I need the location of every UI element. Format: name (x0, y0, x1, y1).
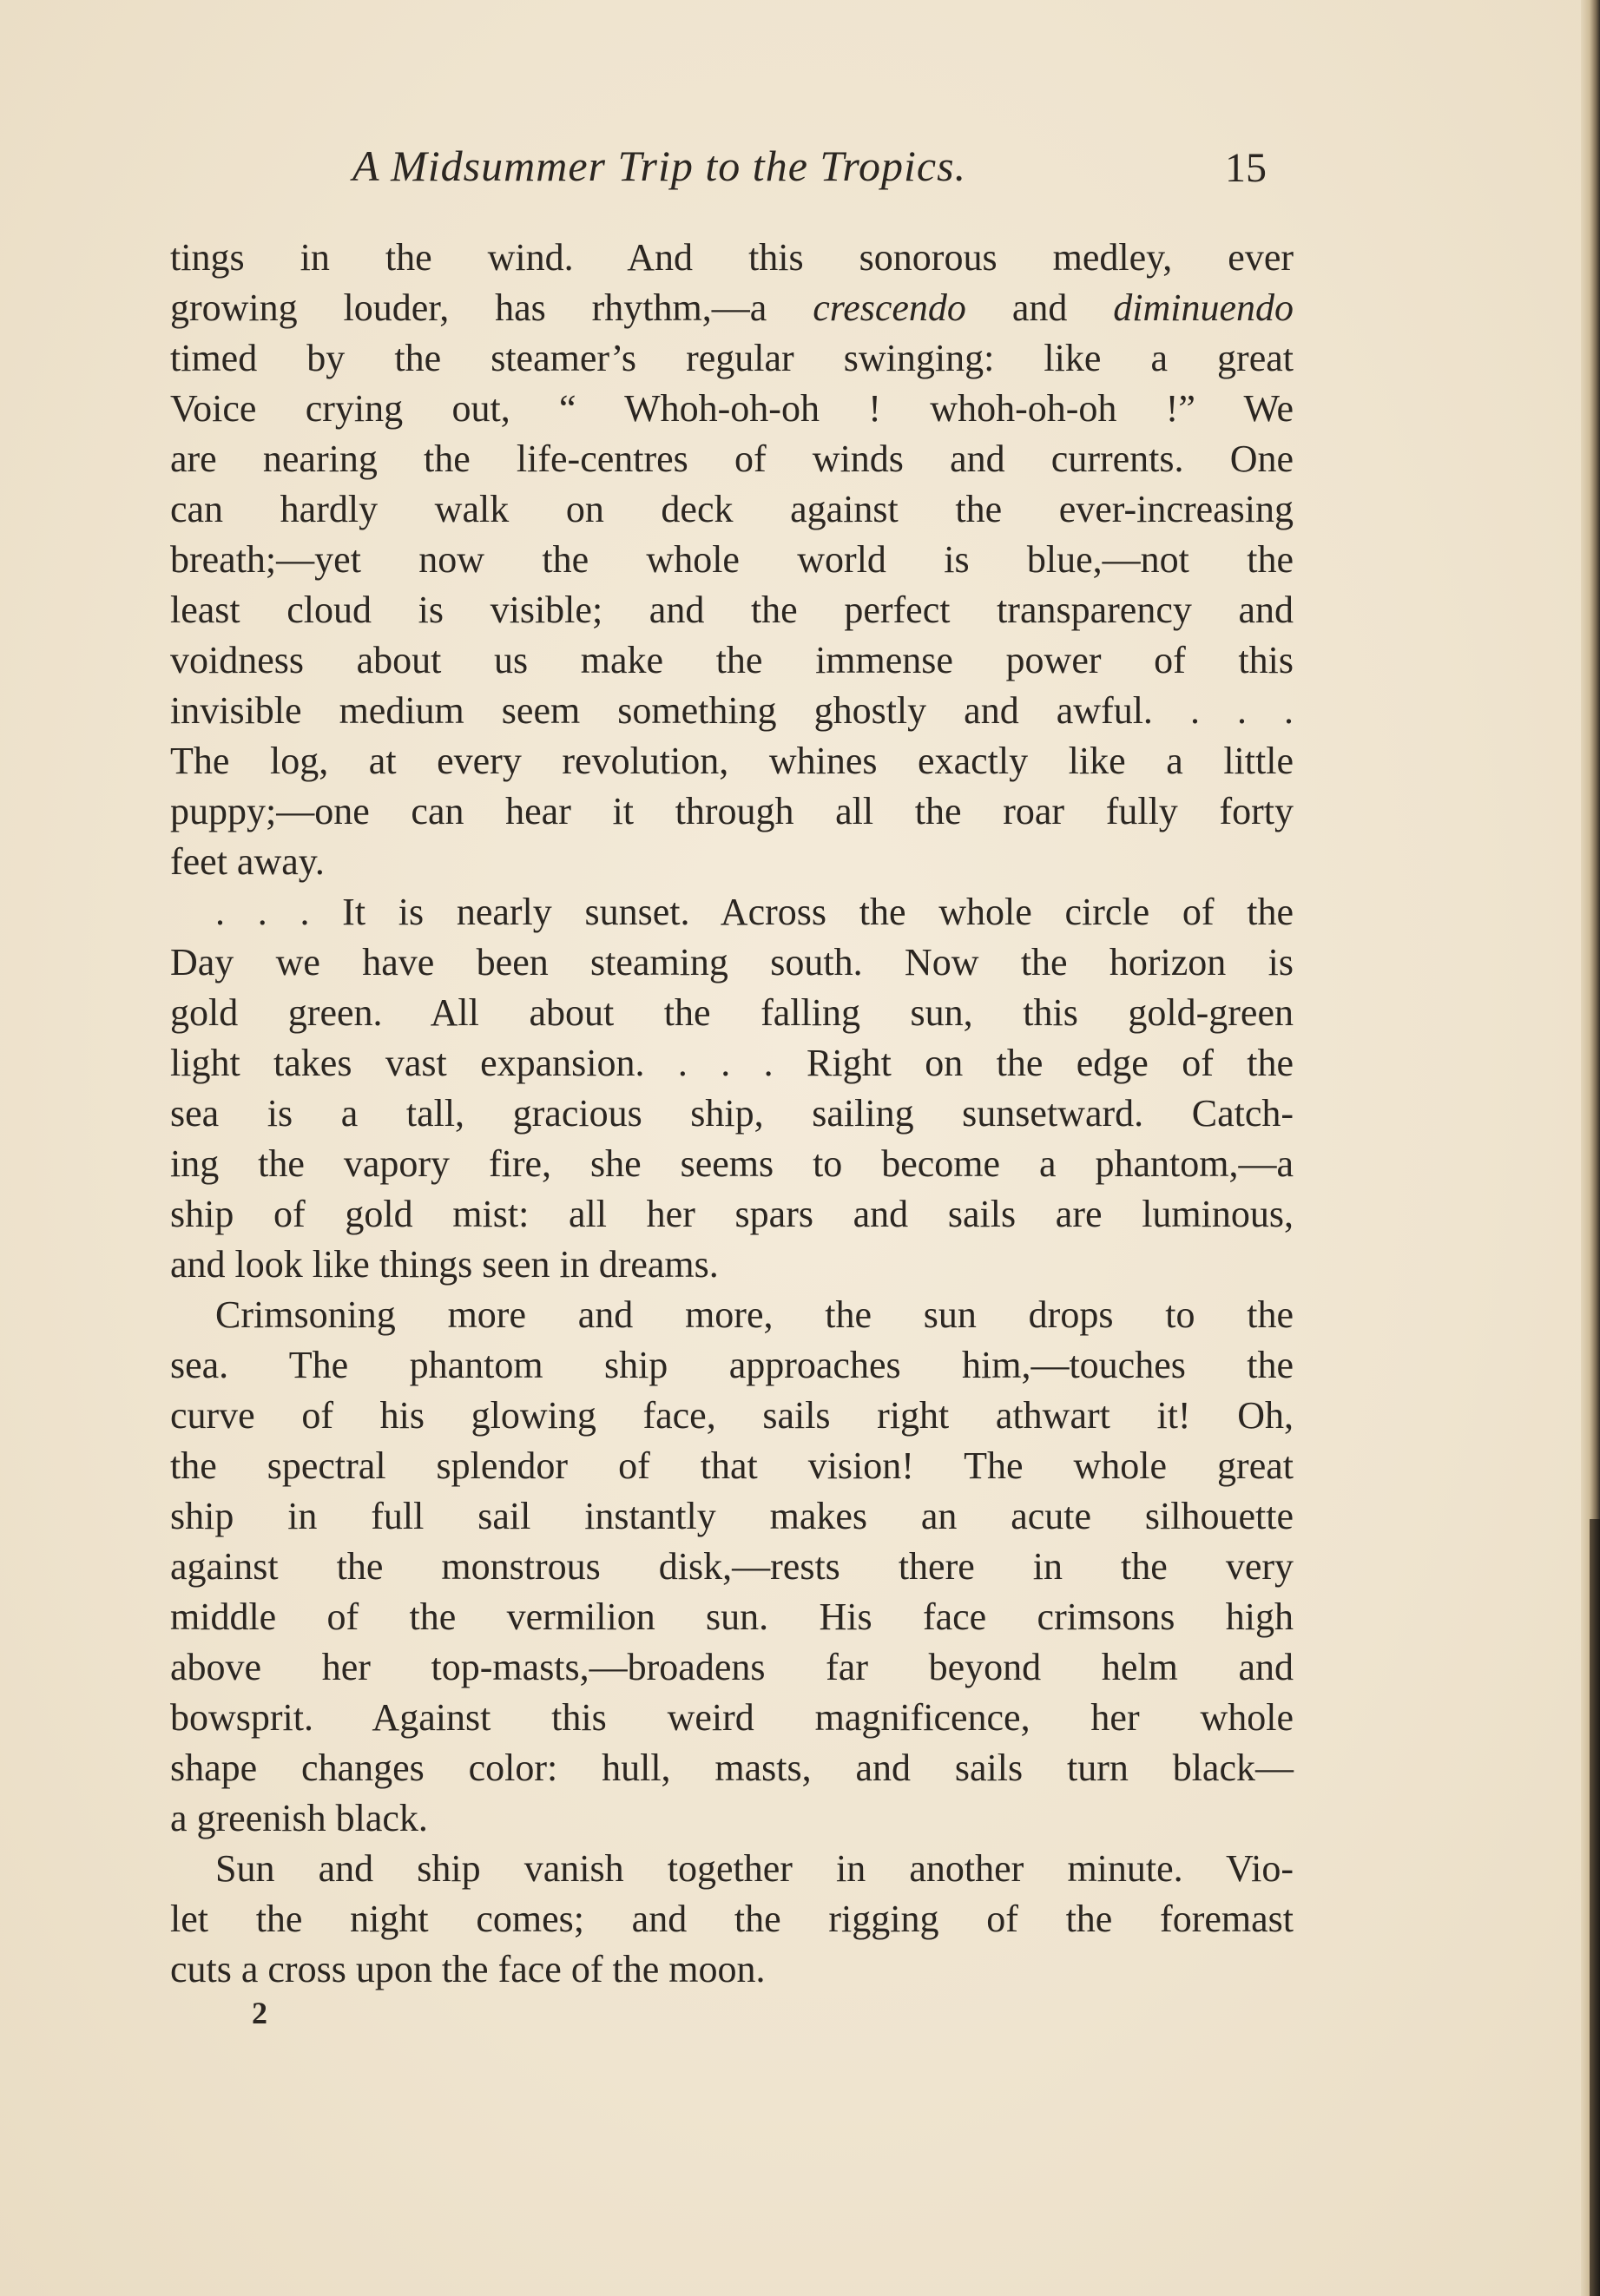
text-line: sea. The phantom ship approaches him,—touches the (170, 1344, 1294, 1386)
text-line: invisible medium seem something ghostly and awful. . . . (170, 689, 1294, 732)
text-line: let the night comes; and the rigging of the foremast (170, 1898, 1294, 1940)
text-line: ing the vapory fire, she seems to become a phantom,—a (170, 1142, 1294, 1185)
italic-term: diminuendo (1113, 286, 1294, 329)
text-line: and look like things seen in dreams. (170, 1243, 719, 1286)
text-segment: growing louder, has rhythm,—a (170, 286, 767, 329)
text-line: the spectral splendor of that vision! The whole great (170, 1444, 1294, 1487)
text-line: shape changes color: hull, masts, and sails turn black— (170, 1747, 1294, 1789)
text-segment: and (1011, 286, 1068, 329)
text-line: Crimsoning more and more, the sun drops to the (215, 1293, 1294, 1336)
text-line: least cloud is visible; and the perfect transparency and (170, 589, 1294, 631)
text-line: light takes vast expansion. . . . Right on the edge of the (170, 1042, 1294, 1084)
italic-term: crescendo (813, 286, 966, 329)
text-line: ship of gold mist: all her spars and sails are luminous, (170, 1193, 1294, 1235)
page-number: 15 (1225, 145, 1267, 191)
text-line: are nearing the life-centres of winds and currents. One (170, 437, 1294, 480)
text-line (170, 283, 1294, 333)
text-line: ship in full sail instantly makes an acute silhouette (170, 1495, 1294, 1537)
page-edge-shadow (1590, 1519, 1600, 2296)
text-line: cuts a cross upon the face of the moon. (170, 1948, 766, 1990)
text-line: feet away. (170, 840, 325, 883)
text-line: . . . It is nearly sunset. Across the whole circle of the (215, 891, 1294, 933)
text-line: breath;—yet now the whole world is blue,—not the (170, 538, 1294, 581)
body-text (170, 233, 1294, 1995)
text-line: can hardly walk on deck against the ever-increasing (170, 488, 1294, 530)
text-line: puppy;—one can hear it through all the roar fully forty (170, 790, 1294, 832)
text-line: middle of the vermilion sun. His face crimsons high (170, 1595, 1294, 1638)
text-line: gold green. All about the falling sun, this gold-green (170, 991, 1294, 1034)
text-line: above her top-masts,—broadens far beyond helm and (170, 1646, 1294, 1688)
text-line: sea is a tall, gracious ship, sailing sunsetward. Catch- (170, 1092, 1294, 1135)
text-line: tings in the wind. And this sonorous medley, ever (170, 236, 1294, 279)
signature-mark: 2 (252, 1996, 267, 2030)
text-line: timed by the steamer’s regular swinging: like a great (170, 337, 1294, 379)
text-line: a greenish black. (170, 1797, 428, 1839)
text-line: bowsprit. Against this weird magnificence, her whole (170, 1696, 1294, 1739)
text-line: Sun and ship vanish together in another minute. Vio- (215, 1847, 1294, 1890)
text-line: Voice crying out, “ Whoh-oh-oh ! whoh-oh-oh !” We (170, 387, 1294, 430)
running-head-title: A Midsummer Trip to the Tropics. (352, 141, 967, 190)
text-line: against the monstrous disk,—rests there in the very (170, 1545, 1294, 1588)
text-line: Day we have been steaming south. Now the horizon is (170, 941, 1294, 984)
text-line: curve of his glowing face, sails right athwart it! Oh, (170, 1394, 1294, 1437)
running-head (170, 141, 1299, 201)
text-line: voidness about us make the immense power of this (170, 639, 1294, 681)
text-line: The log, at every revolution, whines exactly like a little (170, 740, 1294, 782)
